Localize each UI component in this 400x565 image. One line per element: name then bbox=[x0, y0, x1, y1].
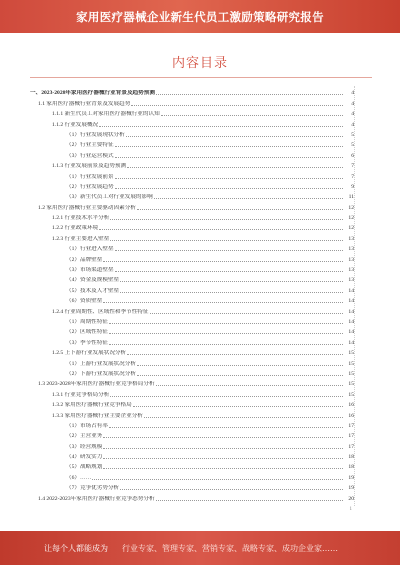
toc-entry-text: 1.1.3 行业发展前景及趋势预测 bbox=[52, 163, 127, 170]
toc-entry[interactable] bbox=[30, 439, 354, 449]
toc-entry-page: 7 bbox=[351, 163, 354, 170]
toc-entry[interactable] bbox=[30, 325, 354, 335]
toc-entry[interactable] bbox=[30, 148, 354, 158]
toc-entry-page: 13 bbox=[348, 277, 354, 284]
toc-leader-dots bbox=[137, 365, 343, 366]
toc-entry[interactable] bbox=[30, 294, 354, 304]
toc-entry-page: 12 bbox=[348, 225, 354, 232]
toc-entry-page: 15 bbox=[348, 350, 354, 357]
toc-leader-dots bbox=[109, 333, 343, 334]
toc-entry-text: （3）新生代员工对行业发展的影响 bbox=[66, 194, 153, 201]
toc-leader-dots bbox=[103, 448, 343, 449]
toc-entry-text: （1）行业发展现状分析 bbox=[66, 131, 125, 138]
toc-leader-dots bbox=[137, 209, 343, 210]
toc-leader-dots bbox=[115, 271, 343, 272]
toc-entry[interactable] bbox=[30, 128, 354, 138]
toc-entry-text: （2）下游行业发展状况分析 bbox=[66, 370, 136, 377]
toc-entry-text: （2）行业发展趋势 bbox=[66, 183, 114, 190]
toc-entry[interactable] bbox=[30, 356, 354, 366]
toc-title: 内容目录 bbox=[171, 56, 228, 71]
toc-leader-dots bbox=[110, 219, 343, 220]
toc-entry[interactable] bbox=[30, 315, 354, 325]
toc-entry-text: 1.2.3 行业主要进入壁垒 bbox=[52, 235, 110, 242]
toc-entry-page: 12 bbox=[348, 204, 354, 211]
toc-entry[interactable] bbox=[30, 138, 354, 148]
toc-entry[interactable] bbox=[30, 387, 354, 397]
toc-entry[interactable] bbox=[30, 460, 354, 470]
toc-leader-dots bbox=[92, 479, 343, 480]
toc-leader-dots bbox=[120, 489, 343, 490]
table-of-contents bbox=[30, 86, 354, 502]
toc-entry-page: 9 bbox=[351, 183, 354, 190]
toc-leader-dots bbox=[120, 281, 343, 282]
page-number: 1 bbox=[349, 507, 352, 512]
toc-entry-page: 6 bbox=[351, 152, 354, 159]
toc-leader-dots bbox=[110, 396, 343, 397]
toc-entry-page: 15 bbox=[348, 391, 354, 398]
toc-entry[interactable] bbox=[30, 398, 354, 408]
toc-entry[interactable] bbox=[30, 252, 354, 262]
toc-leader-dots bbox=[103, 458, 343, 459]
toc-entry-text: 1.1.1 新生代员工对家用医疗器械行业的认知 bbox=[52, 111, 160, 118]
toc-leader-dots bbox=[103, 302, 343, 303]
toc-entry-text: 1.2.2 行业政策环境 bbox=[52, 225, 99, 232]
report-title: 家用医疗器械企业新生代员工激励策略研究报告 bbox=[76, 9, 324, 24]
toc-entry[interactable] bbox=[30, 273, 354, 283]
toc-leader-dots bbox=[115, 188, 343, 189]
toc-entry[interactable] bbox=[30, 408, 354, 418]
toc-leader-dots bbox=[115, 146, 343, 147]
toc-entry[interactable] bbox=[30, 221, 354, 231]
toc-leader-dots bbox=[115, 157, 343, 158]
toc-entry-page: 16 bbox=[348, 412, 354, 419]
toc-entry[interactable] bbox=[30, 159, 354, 169]
toc-entry[interactable] bbox=[30, 304, 354, 314]
toc-leader-dots bbox=[115, 250, 343, 251]
toc-leader-dots bbox=[156, 385, 343, 386]
header-banner bbox=[0, 0, 400, 33]
toc-entry-page: 14 bbox=[348, 308, 354, 315]
toc-entry-page: 13 bbox=[348, 246, 354, 253]
toc-entry[interactable] bbox=[30, 96, 354, 106]
toc-leader-dots bbox=[127, 354, 343, 355]
toc-leader-dots bbox=[110, 240, 343, 241]
toc-entry-text: （1）上游行业发展状况分析 bbox=[66, 360, 136, 367]
toc-entry-text: 1.1.2 行业发展概况 bbox=[52, 121, 99, 128]
footer-banner bbox=[0, 531, 400, 565]
toc-leader-dots bbox=[99, 229, 343, 230]
toc-entry[interactable] bbox=[30, 367, 354, 377]
toc-leader-dots bbox=[137, 375, 343, 376]
toc-entry[interactable] bbox=[30, 283, 354, 293]
toc-entry-text: （6）…… bbox=[66, 474, 92, 481]
toc-entry-text: （1）行业发展前景 bbox=[66, 173, 114, 180]
toc-entry[interactable] bbox=[30, 231, 354, 241]
toc-entry-text: （2）主营业务 bbox=[66, 433, 103, 440]
toc-entry[interactable] bbox=[30, 491, 354, 501]
toc-entry-text: （5）技术及人才壁垒 bbox=[66, 287, 120, 294]
toc-entry[interactable] bbox=[30, 377, 354, 387]
toc-leader-dots bbox=[150, 313, 344, 314]
toc-entry[interactable] bbox=[30, 263, 354, 273]
toc-entry[interactable] bbox=[30, 180, 354, 190]
toc-entry[interactable] bbox=[30, 190, 354, 200]
footer-tags: 行业专家、管理专家、营销专家、战略专家、成功企业家…… bbox=[122, 543, 338, 553]
toc-entry-page: 19 bbox=[348, 485, 354, 492]
toc-leader-dots bbox=[115, 178, 343, 179]
toc-entry-page: 17 bbox=[348, 443, 354, 450]
toc-leader-dots bbox=[133, 406, 343, 407]
toc-entry[interactable] bbox=[30, 481, 354, 491]
toc-leader-dots bbox=[156, 500, 343, 501]
toc-leader-dots bbox=[131, 105, 343, 106]
toc-entry-text: （7）竞争优劣势分析 bbox=[66, 485, 120, 492]
toc-leader-dots bbox=[156, 94, 343, 95]
toc-entry[interactable] bbox=[30, 429, 354, 439]
toc-entry-text: 1.3.1 行业竞争格局分析 bbox=[52, 391, 110, 398]
toc-entry-text: 1.2.5 上下游行业发展状况分析 bbox=[52, 350, 127, 357]
toc-entry-page: 5 bbox=[351, 142, 354, 149]
toc-entry-page: 4 bbox=[351, 100, 354, 107]
toc-entry-text: （1）行业进入壁垒 bbox=[66, 246, 114, 253]
toc-entry-page: 13 bbox=[348, 235, 354, 242]
toc-entry-text: （2）行业主要特征 bbox=[66, 142, 114, 149]
toc-leader-dots bbox=[126, 136, 343, 137]
toc-leader-dots bbox=[109, 427, 343, 428]
toc-entry-page: 4 bbox=[351, 111, 354, 118]
toc-leader-dots bbox=[103, 261, 343, 262]
toc-entry-text: 1.3.2 家用医疗器械行业竞争格局 bbox=[52, 402, 132, 409]
toc-entry-text: 1.2 家用医疗器械行业主要驱动因素分析 bbox=[38, 204, 136, 211]
toc-entry[interactable] bbox=[30, 169, 354, 179]
toc-entry-page: 18 bbox=[348, 464, 354, 471]
toc-entry-text: （2）品牌壁垒 bbox=[66, 256, 103, 263]
toc-entry-text: 一、2023-2028年家用医疗器械行业背景及趋势预测 bbox=[30, 90, 155, 97]
toc-entry-page: 12 bbox=[348, 215, 354, 222]
toc-entry[interactable] bbox=[30, 335, 354, 345]
toc-entry-page: 16 bbox=[348, 402, 354, 409]
toc-entry-text: （4）资金及规模壁垒 bbox=[66, 277, 120, 284]
toc-entry-text: （6）资质壁垒 bbox=[66, 298, 103, 305]
toc-leader-dots bbox=[161, 115, 343, 116]
toc-entry-page: 4 bbox=[351, 121, 354, 128]
toc-leader-dots bbox=[103, 468, 343, 469]
toc-entry[interactable] bbox=[30, 211, 354, 221]
toc-entry-text: （1）市场占有率 bbox=[66, 422, 108, 429]
toc-entry-text: （3）季节性特征 bbox=[66, 339, 108, 346]
toc-leader-dots bbox=[154, 198, 343, 199]
toc-entry-text: 1.2.4 行业周期性、区域性和季节性特征 bbox=[52, 308, 149, 315]
toc-entry-page: 14 bbox=[348, 287, 354, 294]
toc-entry-text: （4）研发实力 bbox=[66, 454, 103, 461]
toc-entry[interactable] bbox=[30, 107, 354, 117]
toc-divider bbox=[30, 77, 372, 78]
toc-entry-text: （5）战略规划 bbox=[66, 464, 103, 471]
toc-entry-page: 19 bbox=[348, 474, 354, 481]
toc-entry[interactable] bbox=[30, 470, 354, 480]
toc-leader-dots bbox=[109, 323, 343, 324]
toc-entry-text: （3）市场渠道壁垒 bbox=[66, 267, 114, 274]
toc-entry[interactable] bbox=[30, 419, 354, 429]
margin-guide bbox=[354, 86, 355, 506]
toc-entry-text: 1.3.3 家用医疗器械行业主要企业分析 bbox=[52, 412, 143, 419]
toc-entry-text: 1.3 2023-2028年家用医疗器械行业竞争格局分析 bbox=[38, 381, 155, 388]
toc-entry[interactable] bbox=[30, 200, 354, 210]
toc-entry[interactable] bbox=[30, 450, 354, 460]
toc-entry-page: 20 bbox=[348, 495, 354, 502]
toc-entry-page: 7 bbox=[351, 173, 354, 180]
toc-entry-text: 1.4 2022-2023年家用医疗器械行业竞争态势分析 bbox=[38, 495, 155, 502]
toc-entry[interactable] bbox=[30, 117, 354, 127]
toc-leader-dots bbox=[120, 292, 343, 293]
toc-entry-page: 15 bbox=[348, 360, 354, 367]
toc-entry-text: （1）周期性特征 bbox=[66, 318, 108, 325]
toc-leader-dots bbox=[99, 126, 343, 127]
toc-entry-text: 1.1 家用医疗器械行业背景及发展趋势 bbox=[38, 100, 131, 107]
toc-entry-page: 11 bbox=[348, 194, 354, 201]
toc-entry-page: 15 bbox=[348, 370, 354, 377]
toc-leader-dots bbox=[127, 167, 343, 168]
toc-entry-page: 18 bbox=[348, 454, 354, 461]
footer-slogan: 让每个人都能成为 bbox=[44, 543, 108, 553]
toc-leader-dots bbox=[144, 417, 343, 418]
toc-entry-page: 14 bbox=[348, 298, 354, 305]
toc-entry-text: （2）区域性特征 bbox=[66, 329, 108, 336]
toc-entry-page: 13 bbox=[348, 267, 354, 274]
toc-entry-page: 13 bbox=[348, 256, 354, 263]
toc-entry-page: 17 bbox=[348, 422, 354, 429]
toc-entry-text: （3）经营规模 bbox=[66, 443, 103, 450]
toc-entry-page: 14 bbox=[348, 339, 354, 346]
toc-entry-page: 5 bbox=[351, 131, 354, 138]
toc-leader-dots bbox=[109, 344, 343, 345]
toc-entry[interactable] bbox=[30, 346, 354, 356]
toc-entry-page: 14 bbox=[348, 318, 354, 325]
toc-entry-text: （3）行业运营模式 bbox=[66, 152, 114, 159]
toc-entry-text: 1.2.1 行业技术水平分析 bbox=[52, 215, 110, 222]
toc-entry-page: 14 bbox=[348, 329, 354, 336]
toc-entry-page: 4 bbox=[351, 90, 354, 97]
toc-entry-page: 17 bbox=[348, 433, 354, 440]
toc-entry[interactable] bbox=[30, 86, 354, 96]
toc-leader-dots bbox=[103, 437, 343, 438]
toc-entry[interactable] bbox=[30, 242, 354, 252]
toc-entry-page: 15 bbox=[348, 381, 354, 388]
